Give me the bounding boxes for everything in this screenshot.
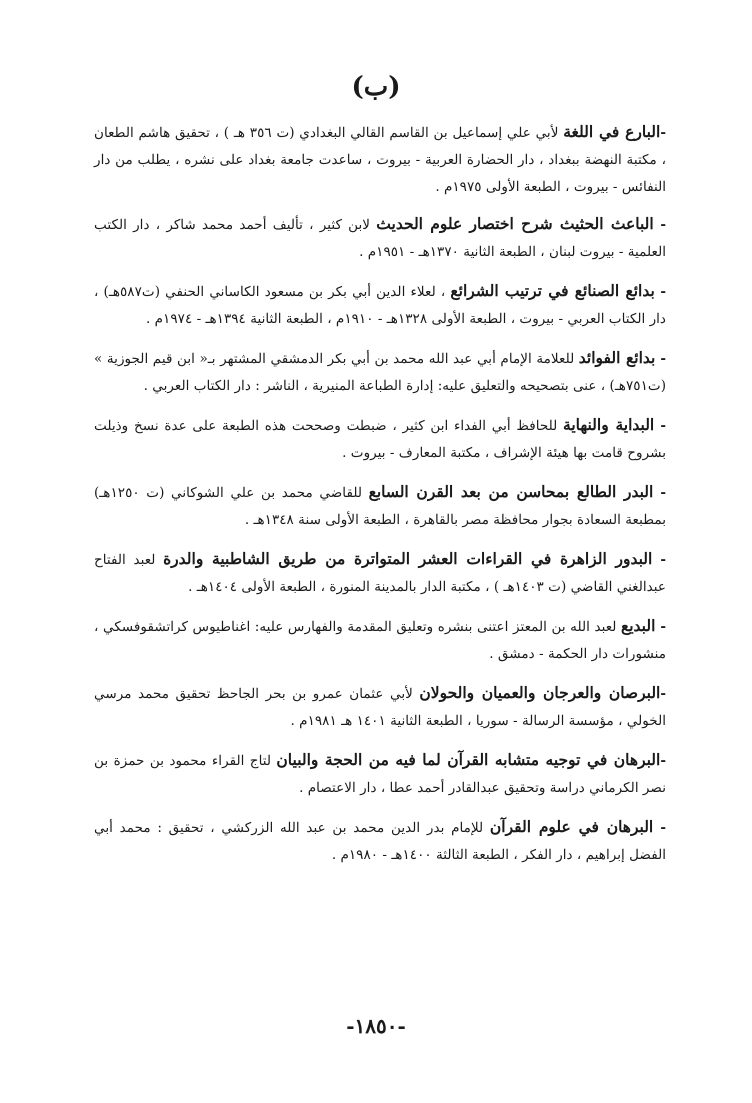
- entry-title: البداية والنهاية: [563, 415, 655, 434]
- page-number: -١٨٥٠-: [346, 1014, 406, 1038]
- entry-title: بدائع الفوائد: [578, 348, 656, 367]
- section-heading: (ب): [351, 72, 401, 102]
- entry-dash: -: [654, 284, 666, 300]
- entry-dash: -: [654, 418, 666, 434]
- entry-title: البرهان في علوم القرآن: [489, 817, 654, 836]
- entry-dash: -: [660, 125, 666, 141]
- entry-body: لابن كثير ، تأليف أحمد محمد شاكر ، دار الكتب العلمية - بيروت لبنان ، الطبعة الثانية ١٣٧٠هـ - ١٩٥١م .: [94, 217, 666, 260]
- entry-dash: -: [660, 686, 667, 702]
- entry-body: للإمام بدر الدين محمد بن عبد الله الزركشي ، تحقيق : محمد أبي الفضل إبراهيم ، دار الفكر ، الطبعة الثالثة ١٤٠٠هـ - ١٩٨٠م .: [94, 820, 666, 863]
- entry-body: ، لعلاء الدين أبي بكر بن مسعود الكاساني الحنفي (ت٥٨٧هـ) ، دار الكتاب العربي - بيروت ، الطبعة الأولى ١٣٢٨هـ - ١٩١٠م ، الطبعة الثانية ١٣٩٤هـ - ١٩٧٤م .: [94, 284, 666, 327]
- entry-title: البرهان في توجيه متشابه القرآن لما فيه من الحجة والبيان: [276, 750, 661, 769]
- entry-dash: -: [652, 552, 666, 568]
- bibliography-entry: [94, 478, 666, 534]
- bibliography-entry: [94, 679, 666, 735]
- bibliography-entry: [94, 277, 666, 333]
- entry-body: للعلامة الإمام أبي عبد الله محمد بن أبي بكر الدمشقي المشتهر بـ« ابن قيم الجوزية » (ت٧٥١هـ) ، عنى بتصحيحه والتعليق عليه: إدارة الطباعة المنيرية ، الناشر : دار الكتاب العربي .: [94, 351, 666, 394]
- entry-title: البرصان والعرجان والعميان والحولان: [419, 683, 661, 702]
- entry-dash: -: [653, 820, 667, 836]
- entry-title: البديع: [620, 616, 656, 635]
- entry-body: لأبي علي إسماعيل بن القاسم القالي البغدادي (ت ٣٥٦ هـ ) ، تحقيق هاشم الطعان ، مكتبة النهضة ببغداد ، دار الحضارة العربية - بيروت ، ساعدت جامعة بغداد على نشره ، يطلب من دار النفائس - بيروت ، الطبعة الأولى ١٩٧٥م .: [94, 125, 666, 195]
- bibliography-entry: [94, 612, 666, 668]
- entry-body: للقاضي محمد بن علي الشوكاني (ت ١٢٥٠هـ) بمطبعة السعادة بجوار محافظة مصر بالقاهرة ، الطبعة الأولى سنة ١٣٤٨هـ .: [94, 485, 666, 528]
- entry-body: لعبد الله بن المعتز اعتنى بنشره وتعليق المقدمة والفهارس عليه: اغناطيوس كراتشقوفسكي ، منشورات دار الحكمة - دمشق .: [94, 619, 666, 662]
- entry-body: لأبي عثمان عمرو بن بحر الجاحظ تحقيق محمد مرسي الخولي ، مؤسسة الرسالة - سوريا ، الطبعة الثانية ١٤٠١ هـ ١٩٨١م .: [94, 686, 666, 729]
- entry-title: البارع في اللغة: [563, 122, 661, 141]
- entry-dash: -: [655, 351, 666, 367]
- bibliography-entry: [94, 746, 666, 802]
- bibliography-entry: [94, 344, 666, 400]
- entry-dash: -: [653, 485, 666, 501]
- bibliography-entry: [94, 118, 666, 201]
- entry-body: لعبد الفتاح عبدالغني القاضي (ت ١٤٠٣هـ ) ، مكتبة الدار بالمدينة المنورة ، الطبعة الأولى ١٤٠٤هـ .: [94, 552, 666, 595]
- bibliography-entry: [94, 411, 666, 467]
- entry-dash: -: [655, 619, 666, 635]
- entry-title: بدائع الصنائع في ترتيب الشرائع: [450, 281, 655, 300]
- entry-title: البدر الطالع بمحاسن من بعد القرن السابع: [368, 482, 654, 501]
- bibliography-entry: [94, 545, 666, 601]
- bibliography-list: [94, 118, 666, 869]
- entry-body: لتاج القراء محمود بن حمزة بن نصر الكرماني دراسة وتحقيق عبدالقادر أحمد عطا ، دار الاعتصام .: [94, 753, 666, 796]
- entry-dash: -: [653, 217, 666, 233]
- entry-dash: -: [660, 753, 666, 769]
- entry-title: البدور الزاهرة في القراءات العشر المتواترة من طريق الشاطبية والدرة: [163, 549, 653, 568]
- bibliography-entry: [94, 813, 666, 869]
- entry-title: الباعث الحثيث شرح اختصار علوم الحديث: [376, 214, 654, 233]
- entry-body: للحافظ أبي الفداء ابن كثير ، ضبطت وصححت هذه الطبعة على عدة نسخ وذيلت بشروح قامت بها هيئة الإشراف ، مكتبة المعارف - بيروت .: [94, 418, 666, 461]
- bibliography-entry: [94, 210, 666, 266]
